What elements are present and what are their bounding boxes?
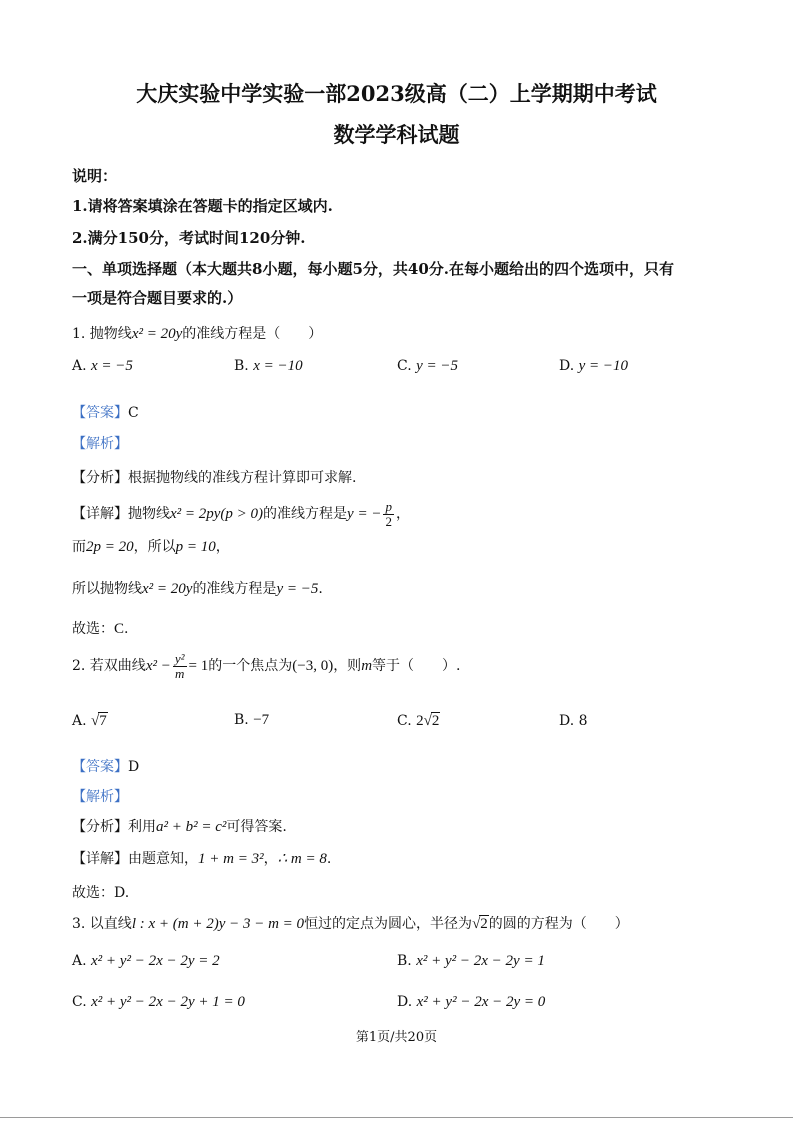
- fenxi-text: 可得答案.: [226, 819, 287, 835]
- option-label: C.: [72, 994, 87, 1010]
- detail-text: .: [326, 851, 332, 867]
- sqrt: √7: [91, 713, 107, 729]
- q2-analysis-tag: 【解析】: [72, 789, 128, 805]
- option-math: y = −10: [578, 358, 629, 374]
- fenxi-math: a² + b² = c²: [156, 819, 227, 835]
- page-number: 第1页/共20页: [355, 1030, 438, 1045]
- sqrt: √2: [423, 713, 440, 729]
- q2-detail-line-1: [72, 848, 331, 868]
- option-label: A.: [72, 953, 87, 969]
- q2-focus-point: (−3, 0): [292, 658, 334, 675]
- fraction-denominator: 2: [385, 513, 392, 529]
- option-label: B.: [397, 953, 412, 969]
- xiangjie-tag: 【详解】: [72, 851, 128, 867]
- detail-math: y = −5: [276, 581, 319, 597]
- option-label: A.: [72, 713, 87, 729]
- radicand: 2: [431, 713, 440, 729]
- q3-option-c: [72, 994, 245, 1011]
- answer-value: D: [128, 759, 140, 775]
- q1-detail-line-1: [72, 500, 410, 528]
- fraction-numerator: p: [385, 499, 392, 514]
- section-1-heading: 一、单项选择题（本大题共8小题，每小题5分，共40分.在每小题给出的四个选项中，只有: [72, 260, 674, 278]
- q1-detail-line-2: [72, 536, 230, 556]
- option-label: D.: [397, 994, 413, 1010]
- detail-text: 的准线方程是: [192, 581, 277, 597]
- option-label: C.: [397, 713, 412, 729]
- option-math: x² + y² − 2x − 2y = 0: [416, 994, 546, 1010]
- q3-option-b: [397, 953, 545, 970]
- q1-suffix: 的准线方程是（ ）: [182, 326, 323, 342]
- fenxi-text: 利用: [128, 819, 156, 835]
- question-2: [72, 652, 460, 680]
- detail-text: ，: [215, 539, 230, 555]
- question-3: [72, 913, 629, 933]
- fenxi-tag: 【分析】: [72, 819, 128, 835]
- fraction: [173, 652, 187, 680]
- detail-math: x² = 20y: [142, 581, 193, 597]
- q2-choice: 故选：D.: [72, 885, 130, 901]
- detail-text: ，: [395, 506, 410, 523]
- detail-text: 抛物线: [128, 506, 170, 523]
- q2-suffix: 等于（ ）.: [372, 658, 461, 675]
- detail-text: .: [318, 581, 323, 597]
- instruction-item-1: 1.请将答案填涂在答题卡的指定区域内.: [72, 197, 333, 215]
- option-math: x² + y² − 2x − 2y + 1 = 0: [91, 994, 245, 1010]
- q1-choice: [72, 618, 128, 638]
- fraction-numerator: y²: [174, 651, 185, 666]
- q2-option-b: [234, 712, 269, 729]
- choice-text: 故选：: [72, 621, 114, 637]
- answer-tag: 【答案】: [72, 405, 128, 421]
- option-label: C.: [397, 358, 412, 374]
- detail-text: 由题意知，: [128, 851, 198, 867]
- detail-text: ，: [263, 851, 278, 867]
- q3-option-d: [397, 994, 545, 1011]
- section-1-heading-cont: 一项是符合题目要求的.）: [72, 289, 243, 307]
- instructions-heading: 说明：: [72, 167, 118, 185]
- q3-option-a: [72, 953, 220, 970]
- fraction-denominator: m: [174, 665, 185, 681]
- option-math: y = −5: [416, 358, 459, 374]
- detail-math: ∴ m = 8: [277, 851, 327, 867]
- detail-math: 2p = 20: [86, 539, 134, 555]
- q1-option-d: [559, 358, 628, 375]
- choice-value: C: [114, 621, 125, 637]
- q2-option-a: [72, 712, 108, 730]
- answer-value: C: [128, 405, 139, 421]
- fenxi-tag: 【分析】: [72, 470, 128, 486]
- instruction-item-2: 2.满分150分，考试时间120分钟.: [72, 229, 306, 247]
- q1-fenxi: [72, 467, 356, 487]
- detail-text: ，所以: [133, 539, 176, 555]
- sqrt: √2: [472, 916, 488, 932]
- q3-text: 恒过的定点为圆心，半径为: [304, 916, 473, 932]
- q1-analysis-tag: 【解析】: [72, 436, 128, 452]
- q2-prefix: 2. 若双曲线: [72, 658, 146, 675]
- exam-subtitle: 数学学科试题: [333, 122, 460, 147]
- detail-math: y = −: [347, 506, 382, 523]
- q1-option-a: [72, 358, 133, 375]
- option-math: x² + y² − 2x − 2y = 1: [416, 953, 545, 969]
- question-1: [72, 323, 322, 343]
- xiangjie-tag: 【详解】: [72, 506, 128, 523]
- q1-detail-line-3: [72, 578, 323, 598]
- q2-eq-part: x² −: [145, 658, 171, 675]
- q2-variable: m: [361, 658, 373, 675]
- q1-equation: x² = 20y: [131, 326, 183, 342]
- bottom-divider: [0, 1117, 793, 1118]
- q3-suffix: 的圆的方程为（ ）: [488, 916, 629, 932]
- option-label: B.: [234, 712, 249, 728]
- radicand: 2: [480, 916, 488, 932]
- option-math: x² + y² − 2x − 2y = 2: [91, 953, 220, 969]
- fenxi-text: 根据抛物线的准线方程计算即可求解.: [128, 470, 357, 486]
- q2-answer: [72, 756, 139, 776]
- detail-math: 1 + m = 3²: [198, 851, 264, 867]
- detail-text: 而: [72, 539, 86, 555]
- choice-text: .: [124, 621, 129, 637]
- exam-title: 大庆实验中学实验一部2023级高（二）上学期期中考试: [136, 81, 657, 106]
- q1-option-c: [397, 358, 458, 375]
- q3-prefix: 3. 以直线: [72, 916, 132, 932]
- answer-tag: 【答案】: [72, 759, 128, 775]
- q2-option-c: [397, 712, 440, 730]
- option-math: x = −5: [91, 358, 133, 374]
- q2-option-d: D. 8: [559, 713, 588, 729]
- detail-text: 的准线方程是: [263, 506, 348, 523]
- q2-text: 的一个焦点为: [208, 658, 293, 675]
- q2-fenxi: [72, 816, 287, 836]
- q1-prefix: 1. 抛物线: [72, 326, 132, 342]
- detail-math: x² = 2py(p > 0): [170, 506, 264, 523]
- option-label: D.: [559, 358, 575, 374]
- q2-text: ，则: [333, 658, 362, 675]
- detail-text: 所以抛物线: [72, 581, 142, 597]
- q3-equation: l : x + (m + 2)y − 3 − m = 0: [131, 916, 305, 932]
- q2-eq-part: = 1: [188, 658, 209, 675]
- option-label: A.: [72, 358, 87, 374]
- option-math: 2: [416, 713, 424, 729]
- option-math: x = −10: [253, 358, 303, 374]
- q1-answer: [72, 402, 139, 422]
- option-label: B.: [234, 358, 249, 374]
- q1-option-b: [234, 358, 303, 375]
- radicand: 7: [99, 713, 107, 729]
- detail-math: p = 10: [175, 539, 216, 555]
- fraction: [383, 500, 394, 528]
- option-math: −7: [253, 712, 270, 728]
